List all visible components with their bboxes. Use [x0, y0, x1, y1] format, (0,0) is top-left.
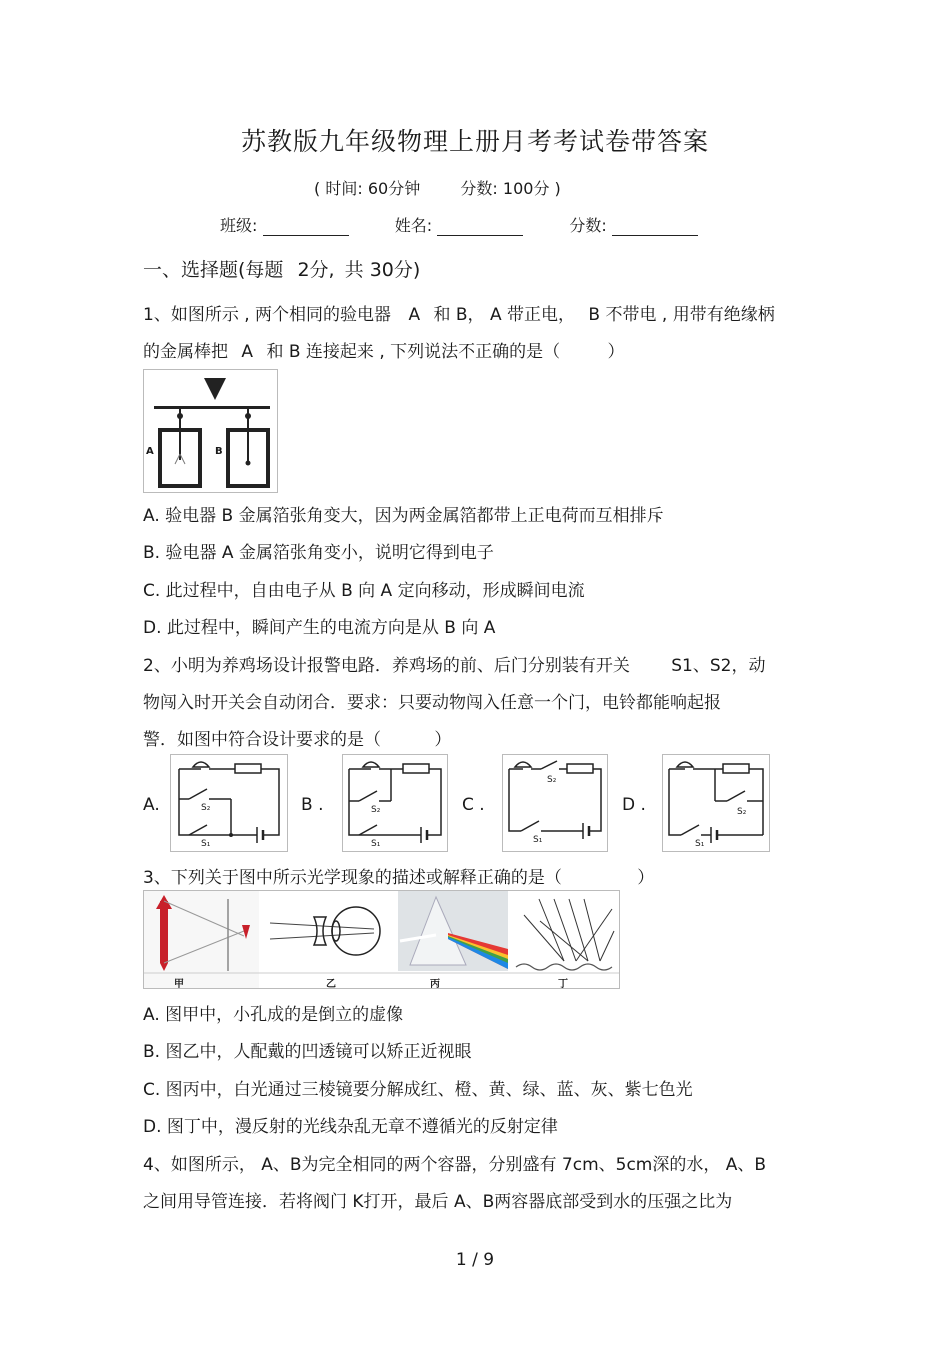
q1-text-e: B 不带电 , 用带有绝缘柄: [588, 305, 775, 325]
q2-line1: [143, 651, 765, 676]
circuit-c-s2: S₂: [547, 775, 557, 785]
q1-text-i: ）: [607, 342, 625, 362]
q2-text-a: 2、小明为养鸡场设计报警电路．养鸡场的前、后门分别装有开关: [143, 656, 630, 676]
exam-info-close: ): [554, 179, 561, 198]
q2-choice-b-label: B .: [301, 795, 324, 815]
electroscope-label-a: A: [146, 446, 154, 457]
q3-option-c: C. 图丙中，白光通过三棱镜要分解成红、橙、黄、绿、蓝、灰、紫七色光: [143, 1080, 693, 1100]
q1-option-d: D. 此过程中，瞬间产生的电流方向是从 B 向 A: [143, 618, 496, 638]
circuit-c-s1: S₁: [533, 835, 543, 845]
circuit-diagram-a: [170, 754, 288, 852]
circuit-a-s1: S₁: [201, 839, 211, 849]
optics-caption-yi: 乙: [326, 979, 336, 990]
q1-line1: [143, 300, 775, 325]
q3-option-a: A. 图甲中，小孔成的是倒立的虚像: [143, 1005, 404, 1025]
class-label: 班级:: [220, 216, 258, 235]
score-label: 分数:: [460, 179, 498, 198]
circuit-d-s2: S₂: [737, 807, 747, 817]
circuit-a-s2: S₂: [201, 803, 211, 813]
section-heading-points: 2分,: [297, 259, 335, 281]
q1-option-c: C. 此过程中，自由电子从 B 向 A 定向移动，形成瞬间电流: [143, 581, 585, 601]
q2-choice-c-label: C .: [462, 795, 485, 815]
exam-info-open: (: [314, 179, 321, 198]
q1-text-d: A 带正电，: [489, 305, 576, 325]
score-field-label: 分数:: [569, 216, 607, 235]
q2-text-b: S1、S2，动: [671, 656, 766, 676]
electroscope-figure: [143, 369, 278, 493]
section-heading-text: 一、选择题(每题: [143, 259, 284, 281]
optics-figure: [143, 890, 620, 989]
page-title: 苏教版九年级物理上册月考考试卷带答案: [240, 127, 709, 156]
circuit-diagram-d: [662, 754, 770, 852]
q1-text-h: 和 B 连接起来 , 下列说法不正确的是（: [266, 342, 561, 362]
q1-text-a: 1、如图所示 , 两个相同的验电器: [143, 305, 392, 325]
page-number: 1 / 9: [455, 1250, 495, 1270]
q3-option-d: D. 图丁中，漫反射的光线杂乱无章不遵循光的反射定律: [143, 1117, 558, 1137]
q4-line1: 4、如图所示， A、B为完全相同的两个容器，分别盛有 7cm、5cm深的水， A、B: [143, 1155, 767, 1175]
section-heading: [143, 255, 420, 282]
q2-text-d: ）: [434, 730, 452, 750]
circuit-diagram-b: [342, 754, 448, 852]
class-blank[interactable]: [263, 235, 349, 236]
circuit-b-s2: S₂: [371, 805, 381, 815]
score-value: 100分: [502, 179, 550, 198]
time-value: 60分钟: [367, 179, 421, 198]
q1-line2: [143, 337, 625, 362]
student-fields: [220, 213, 698, 236]
q4-line2: 之间用导管连接．若将阀门 K打开，最后 A、B两容器底部受到水的压强之比为: [143, 1192, 733, 1212]
circuit-d-s1: S₁: [695, 839, 705, 849]
name-label: 姓名:: [394, 216, 433, 235]
q1-text-f: 的金属棒把: [143, 342, 228, 362]
q3-text-b: ）: [637, 868, 655, 888]
q1-option-a: A. 验电器 B 金属箔张角变大，因为两金属箔都带上正电荷而互相排斥: [143, 506, 664, 526]
q1-text-c: 和 B，: [433, 305, 485, 325]
q1-text-g: A: [241, 342, 254, 362]
circuit-diagram-c: [502, 754, 608, 852]
q2-choice-a-label: A.: [143, 795, 160, 815]
q3-option-b: B. 图乙中，人配戴的凹透镜可以矫正近视眼: [143, 1042, 472, 1062]
q2-text-c: 警．如图中符合设计要求的是（: [143, 730, 381, 750]
section-heading-total: 共 30分): [344, 259, 421, 281]
optics-caption-bing: 丙: [430, 979, 440, 990]
q3-text-a: 3、下列关于图中所示光学现象的描述或解释正确的是（: [143, 868, 562, 888]
optics-caption-jia: 甲: [174, 979, 184, 990]
circuit-b-s1: S₁: [371, 839, 381, 849]
q3-line: [143, 863, 654, 888]
q2-line3: [143, 725, 451, 750]
exam-info: [314, 176, 561, 199]
score-blank[interactable]: [612, 235, 698, 236]
q2-line2: 物闯入时开关会自动闭合．要求：只要动物闯入任意一个门，电铃都能响起报: [143, 693, 721, 713]
time-label: 时间:: [325, 179, 363, 198]
electroscope-label-b: B: [215, 446, 223, 457]
optics-caption-ding: 丁: [558, 979, 568, 990]
q1-option-b: B. 验电器 A 金属箔张角变小，说明它得到电子: [143, 543, 494, 563]
q1-text-b: A: [408, 305, 421, 325]
name-blank[interactable]: [437, 235, 523, 236]
q2-choice-d-label: D .: [622, 795, 646, 815]
